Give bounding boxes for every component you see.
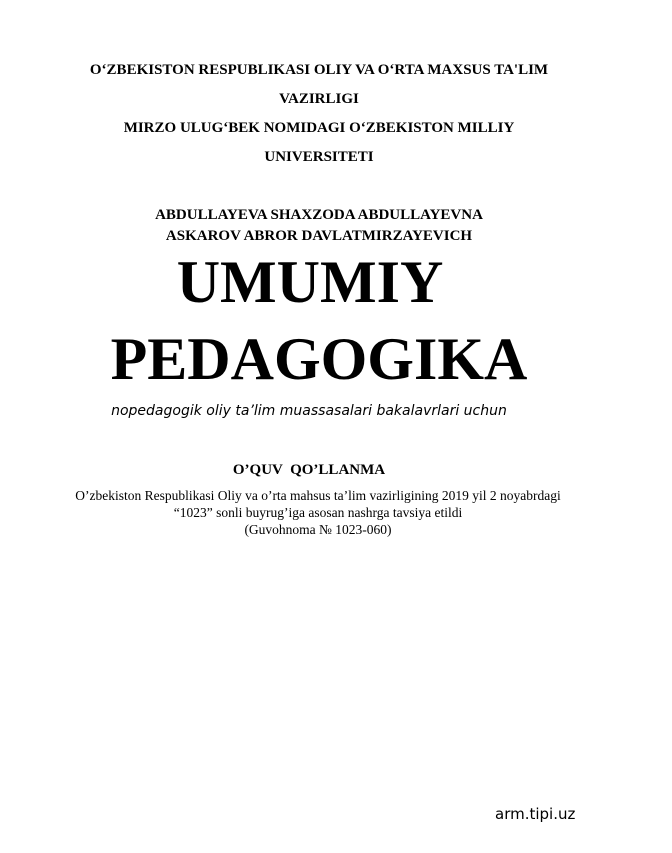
ministry-line-2: VAZIRLIGI — [279, 91, 359, 107]
approval-line-3: (Guvohnoma № 1023-060) — [244, 522, 392, 537]
subtitle-text: nopedagogik oliy ta’lim muassasalari bakalavrlari uchun — [111, 403, 507, 419]
book-title-line-2: PEDAGOGIKA — [110, 326, 528, 392]
book-subtitle — [0, 400, 618, 421]
ministry-header — [0, 56, 638, 172]
book-title-line-1: UMUMIY — [176, 249, 444, 315]
author-1: ABDULLAYEVA SHAXZODA ABDULLAYEVNA — [155, 207, 483, 223]
approval-note — [0, 487, 636, 538]
ministry-line-4: UNIVERSITETI — [264, 149, 374, 165]
authors — [0, 205, 638, 247]
ministry-line-3: MIRZO ULUG‘BEK NOMIDAGI O‘ZBEKISTON MILLIY — [123, 120, 515, 136]
author-2: ASKAROV ABROR DAVLATMIRZAYEVICH — [165, 228, 473, 244]
ministry-line-1: O‘ZBEKISTON RESPUBLIKASI OLIY VA O‘RTA MAXSUS TA'LIM — [89, 62, 549, 78]
approval-line-1: O’zbekiston Respublikasi Oliy va o’rta mahsus ta’lim vazirligining 2019 yil 2 noyabrdagi — [75, 488, 561, 503]
source-watermark: arm.tipi.uz — [495, 805, 576, 823]
approval-line-2: “1023” sonli buyrug’iga asosan nashrga tavsiya etildi — [173, 505, 463, 520]
manual-type: O’QUV QO’LLANMA — [232, 462, 386, 478]
